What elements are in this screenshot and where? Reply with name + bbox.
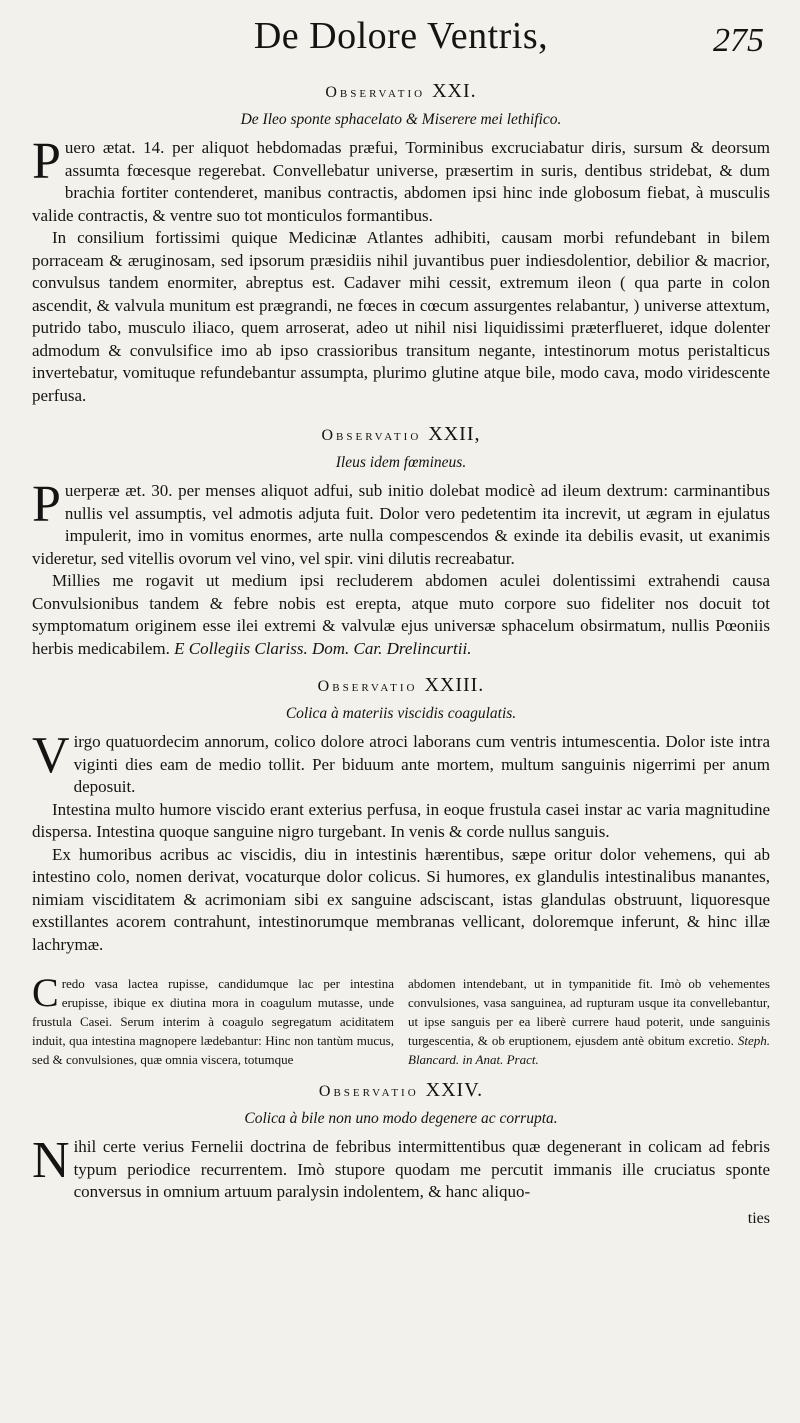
paragraph: In consilium fortissimi quique Medicinæ Atlantes adhibiti, causam morbi refundebant in bilem porraceam & æruginosam, sed ipsorum præsidiis nihil juvantibus puer indiesdolentior, debilior & macrior, convulsus tandem enormiter, abreptus est. Cadaver mihi cessit, extremum ileon ( qua parte in colon ascendit, & valvula munitum est prægrandi, ne fœces in cœcum assurgentes relabantur, ) universe attextum, putrido tabo, musculo iliaco, quem arroserat, adeo ut nihil nisi liquidissimi præterflueret, idque dolenter admodum & convulsifice imo ab ipso crassioribus transitum negante, intestinorum motus peristalticus invertebatur, vomituque refundebantur assumpta, plurimo glutine atque bile, modo cava, modo viridescente perfusa. (32, 228, 770, 405)
running-title: De Dolore Ventris, (253, 15, 549, 57)
observation-subtitle: De Ileo sponte sphacelato & Miserere mei lethifico. (240, 111, 562, 128)
heading-word: Observatio (321, 427, 422, 444)
observation-23 (32, 674, 770, 1069)
paragraph: Puero ætat. 14. per aliquot hebdomadas præfui, Torminibus excruciabatur diris, sursum & deorsum assumta fœcesque regerebat. Convellebatur universe, præsertim in suris, dentibus stridebat, & dum brachia fortiter contenderet, manibus contractis, abdomen ipsi hinc inde globosum fiebat, à musculis valide contractis, & ventre suo tot monticulos formantibus. (32, 133, 770, 225)
observation-subtitle: Colica à bile non uno modo degenere ac corrupta. (244, 1110, 558, 1127)
heading-word: Observatio (318, 1083, 419, 1100)
note-right-column (408, 974, 770, 1069)
paragraph: Puerperæ æt. 30. per menses aliquot adfui, sub initio dolebat modicè ad ileum dextrum: carminantibus nullis vel assumptis, vel admotis adjuta fuit. Dolor vero pedetentim ita increvit, ut ægram in ejulatus impulerit, imo in vomitus enormes, arte nulla compescendos & exinde ita debilis evasit, ut exanimis videretur, sed vitellis ovorum vel vino, vel spir. vini dilutis recreabatur. (32, 476, 770, 568)
observation-heading (32, 1079, 770, 1102)
heading-number: XXI. (432, 80, 477, 102)
heading-number: XXIII. (424, 674, 485, 696)
paragraph: Ex humoribus acribus ac viscidis, diu in intestinis hærentibus, sæpe oritur dolor vehemens, qui ab intestino colo, nomen derivat, vocaturque dolor colicus. Si humores, ex glandulis intestinalibus manantes, nimiam visciditatem & acrimoniam sibi ex sanguine adsciscant, istas glandulas obstruunt, liquoresque exstillantes acorem contrahunt, intestinorumque membranas vellicant, doloremque inferunt, & hinc illæ lachrymæ. (32, 844, 770, 954)
heading-number: XXII, (428, 423, 481, 445)
observation-heading (32, 674, 770, 697)
observation-subtitle: Ileus idem fœmineus. (335, 454, 467, 471)
observation-heading (32, 423, 770, 446)
note-left-column: Credo vasa lactea rupisse, candidumque lac per intestina erupisse, ibique ex diutina mora in coagulum mutasse, unde frustula Casei. Serum interim à coagulo segregatum aciditatem induit, qua intestina magnopere lædebantur: Hinc non tantùm mucus, sed & convulsiones, quæ omnia viscera, totumque (32, 970, 394, 1067)
note-citation: Steph. Blancard. in Anat. Pract. (408, 1033, 771, 1067)
catchword: ties (747, 1209, 770, 1227)
page-header (32, 0, 770, 70)
observation-24 (32, 1079, 770, 1228)
page-number: 275 (713, 22, 764, 59)
observation-subtitle: Colica à materiis viscidis coagulatis. (285, 705, 517, 722)
paragraph: Intestina multo humore viscido erant exterius perfusa, in eoque frustula casei instar ac varia magnitudine dispersa. Intestina quoque sanguine nigro turgebant. In venis & corde nullus sanguis. (32, 799, 770, 841)
notes-two-column (32, 970, 771, 1069)
paragraph-text: Millies me rogavit ut medium ipsi recluderem abdomen aculei dolentissimi extrahendi causa Convulsionibus tandem & febre nobis est erepta, atque muto corpore suo fideliter nos docuit tot symptomatum originem esse ilei extremi & valvulæ ejus universæ sphacelum obsirmatum, nullis Pœoniis herbis medicabilem. (32, 571, 770, 658)
observation-heading (32, 80, 770, 103)
observation-21 (32, 80, 770, 407)
heading-word: Observatio (325, 84, 426, 101)
heading-number: XXIV. (425, 1079, 484, 1101)
note-text: abdomen intendebant, ut in tympanitide fit. Imò ob vehementes convulsiones, vasa sanguinea, ad rupturam usque ita convellebantur, ut ipse sanguis per ea liberè currere haud poterit, unde sanguinis turgescentia, & ob eruptionem, ejusdem antè obitum excretio. (408, 976, 770, 1048)
observation-22 (32, 423, 770, 660)
paragraph (32, 570, 770, 660)
heading-word: Observatio (317, 678, 418, 695)
citation: E Collegiis Clariss. Dom. Car. Drelincurtii. (174, 638, 472, 658)
paragraph: Nihil certe verius Fernelii doctrina de febribus intermittentibus quæ degenerant in colicam ad febris typum periodice recurrentem. Imò stupore quodam me percutit immanis ille cruciatus sponte conversus in omnium artuum paralysin indolentem, & hanc aliquo- (32, 1132, 770, 1201)
paragraph: Virgo quatuordecim annorum, colico dolore atroci laborans cum ventris intumescentia. Dolor iste intra viginti dies eam de medio tollit. Per biduum ante mortem, multum sanguinis nigerrimi per anum deposuit. (32, 727, 770, 796)
